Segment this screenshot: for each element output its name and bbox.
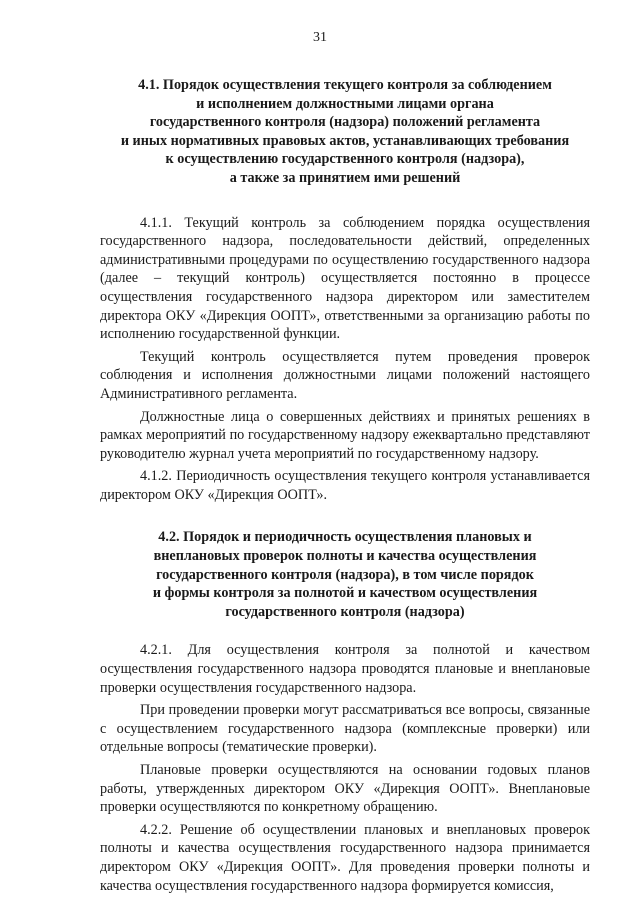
heading-line: государственного контроля (надзора) положений регламента (149, 114, 541, 131)
heading-line: и иных нормативных правовых актов, устанавливающих требования (120, 132, 570, 149)
paragraph-officials-report: Должностные лица о совершенных действиях и принятых решениях в рамках мероприятий по государственному надзору ежеквартально представляют руководителю журнал учета мероприятий по государственному надзору. (100, 408, 590, 462)
page-content (100, 76, 590, 899)
heading-line: 4.2. Порядок и периодичность осуществления плановых и (158, 529, 532, 546)
section-heading-4-1 (100, 76, 590, 188)
paragraph-inspection-questions: При проведении проверки могут рассматриваться все вопросы, связанные с осуществлением государственного надзора (комплексные проверки) или отдельные вопросы (тематические проверки). (100, 702, 590, 756)
section-heading-4-2 (100, 528, 590, 621)
paragraph-4-1-2: 4.1.2. Периодичность осуществления текущего контроля устанавливается директором ОКУ «Дирекция ООПТ». (100, 468, 590, 503)
paragraph-4-1-1: 4.1.1. Текущий контроль за соблюдением порядка осуществления государственного надзора, последовательности действий, определенных административными процедурами по осуществлению государственного надзора (далее – текущий контроль) осуществляется постоянно в процессе осуществления государственного надзора директором или заместителем директора ОКУ «Дирекция ООПТ», ответственными за организацию работы по исполнению государственной функции. (100, 214, 590, 343)
heading-line: 4.1. Порядок осуществления текущего контроля за соблюдением (138, 77, 552, 93)
heading-line: государственного контроля (надзора) (225, 603, 465, 620)
paragraph-current-control: Текущий контроль осуществляется путем проведения проверок соблюдения и исполнения должностными лицами положений настоящего Административного регламента. (100, 348, 590, 402)
paragraph-4-2-1: 4.2.1. Для осуществления контроля за полнотой и качеством осуществления государственного надзора проводятся плановые и внеплановые проверки осуществления государственного надзора. (100, 642, 590, 696)
heading-line: к осуществлению государственного контроля (надзора), (165, 151, 525, 168)
heading-line: и исполнением должностными лицами органа (196, 95, 494, 112)
heading-line: и формы контроля за полнотой и качеством осуществления (152, 585, 538, 602)
heading-line: государственного контроля (надзора), в том числе порядок (156, 566, 534, 583)
page-number: 31 (313, 30, 327, 45)
heading-line: внеплановых проверок полноты и качества осуществления (153, 548, 537, 565)
section-body-4-2 (100, 641, 590, 895)
paragraph-planned-inspections: Плановые проверки осуществляются на основании годовых планов работы, утвержденных директором ОКУ «Дирекция ООПТ». Внеплановые проверки осуществляются по конкретному обращению. (100, 762, 590, 816)
paragraph-4-2-2: 4.2.2. Решение об осуществлении плановых и внеплановых проверок полноты и качества осуществления государственного надзора принимается директором ОКУ «Дирекция ООПТ». Для проведения проверки полноты и качества осуществления государственного надзора формируется комиссия, (100, 821, 590, 894)
section-body-4-1 (100, 214, 590, 505)
heading-line: а также за принятием ими решений (229, 169, 461, 186)
